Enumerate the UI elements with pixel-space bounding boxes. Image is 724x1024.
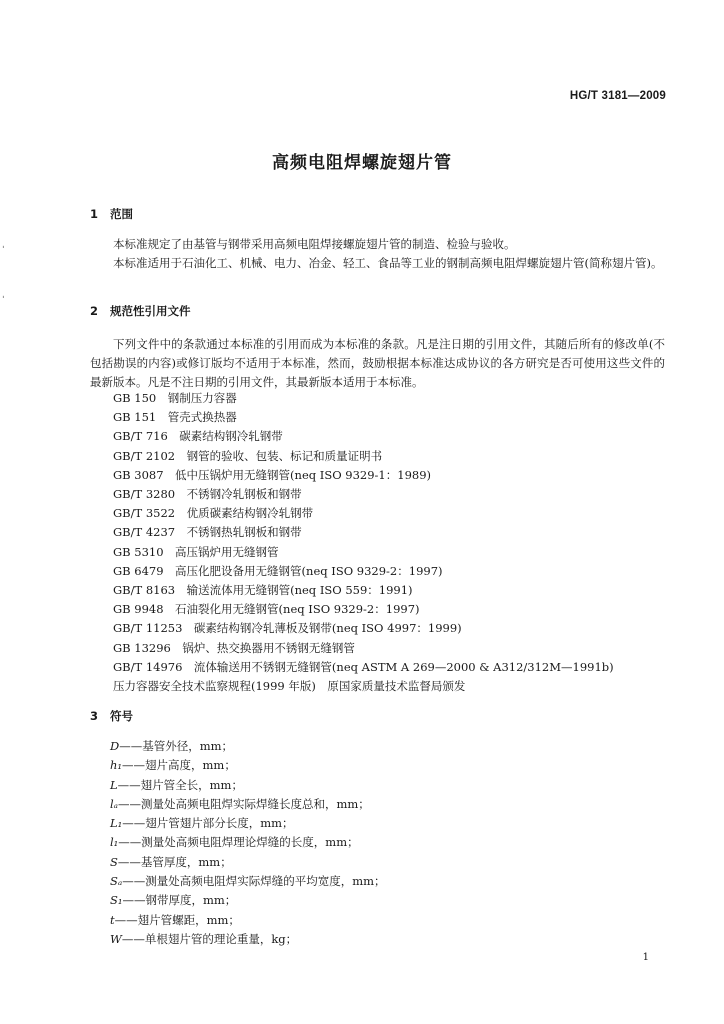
reference-item: GB/T 2102 钢管的验收、包装、标记和质量证明书 [113, 448, 383, 463]
reference-item: GB/T 716 碳素结构钢冷轧钢带 [113, 429, 283, 444]
reference-item: GB 3087 低中压锅炉用无缝钢管(neq ISO 9329-1：1989) [113, 467, 432, 482]
symbol-item [110, 891, 386, 910]
symbol-list [110, 737, 386, 949]
symbol-definition: ——测量处高频电阻焊理论焊缝的长度，mm； [118, 835, 359, 850]
section-title: 规范性引用文件 [110, 304, 191, 318]
section-2-intro [90, 335, 665, 392]
symbol-definition: ——翅片管翅片部分长度，mm； [122, 816, 294, 831]
symbol: t [110, 912, 115, 927]
document-title: 高频电阻焊螺旋翅片管 [272, 153, 452, 173]
symbol-item [110, 833, 386, 852]
reference-item: GB/T 3280 不锈钢冷轧钢板和钢带 [113, 487, 302, 502]
symbol: l₁ [110, 835, 119, 850]
symbol-definition: ——基管外径，mm； [119, 739, 234, 753]
section-number: 1 [90, 207, 99, 221]
section-1-body [90, 235, 665, 273]
reference-item: GB 151 管壳式换热器 [113, 410, 237, 425]
symbol: L [110, 777, 118, 792]
symbol-item [110, 814, 386, 833]
reference-item: GB 13296 锅炉、热交换器用不锈钢无缝钢管 [113, 640, 355, 655]
reference-item: GB/T 3522 优质碳素结构钢冷轧钢带 [113, 506, 314, 521]
symbol-definition: ——单根翅片管的理论重量，kg； [121, 931, 298, 946]
reference-item: GB 150 钢制压力容器 [113, 391, 237, 405]
symbol: D [110, 739, 120, 753]
symbol-item [110, 853, 386, 872]
page-number: 1 [642, 952, 649, 963]
reference-list [113, 389, 614, 696]
section-heading-1 [90, 206, 133, 222]
section-number: 3 [90, 709, 99, 723]
paragraph: 本标准适用于石油化工、机械、电力、冶金、轻工、食品等工业的钢制高频电阻焊螺旋翅片管(简称翅片管)。 [113, 256, 663, 270]
section-number: 2 [90, 304, 99, 318]
symbol: W [110, 931, 122, 946]
reference-item: GB/T 8163 输送流体用无缝钢管(neq ISO 559：1991) [113, 583, 413, 598]
reference-item: 压力容器安全技术监察规程(1999 年版) 原国家质量技术监督局颁发 [113, 679, 466, 694]
symbol-item [110, 776, 386, 795]
standard-code: HG/T 3181—2009 [569, 90, 666, 102]
symbol-definition: ——测量处高频电阻焊实际焊缝的平均宽度，mm； [122, 874, 386, 889]
reference-item: GB/T 4237 不锈钢热轧钢板和钢带 [113, 525, 302, 540]
symbol-item [110, 930, 386, 949]
paragraph: 下列文件中的条款通过本标准的引用而成为本标准的条款。凡是注日期的引用文件，其随后所有的修改单(不包括勘误的内容)或修订版均不适用于本标准，然而，鼓励根据本标准达成协议的各方研究是否可使用这些文件的最新版本。凡是不注日期的引用文件，其最新版本适用于本标准。 [90, 337, 665, 389]
reference-item: GB 5310 高压锅炉用无缝钢管 [113, 544, 279, 559]
symbol: L₁ [110, 816, 123, 831]
symbol-definition: ——翅片管全长，mm； [117, 777, 243, 792]
symbol-item [110, 756, 386, 775]
symbol: h₁ [110, 758, 123, 773]
symbol: S [110, 854, 118, 869]
symbol: lₐ [110, 796, 118, 811]
reference-item: GB 6479 高压化肥设备用无缝钢管(neq ISO 9329-2：1997) [113, 563, 443, 578]
reference-item: GB/T 11253 碳素结构钢冷轧薄板及钢带(neq ISO 4997：1999) [113, 621, 462, 636]
symbol-definition: ——翅片管螺距，mm； [114, 912, 240, 927]
symbol-definition: ——基管厚度，mm； [117, 854, 232, 869]
symbol-item [110, 737, 386, 756]
scan-mark: ˌ [2, 290, 5, 300]
symbol-item [110, 872, 386, 891]
symbol-item [110, 795, 386, 814]
reference-item: GB/T 14976 流体输送用不锈钢无缝钢管(neq ASTM A 269—2000 & A312/312M—1991b) [113, 659, 614, 674]
symbol: S₁ [110, 893, 123, 908]
symbol-definition: ——测量处高频电阻焊实际焊缝长度总和，mm； [118, 796, 370, 811]
symbol-item [110, 911, 386, 930]
section-title: 范围 [110, 207, 133, 221]
paragraph: 本标准规定了由基管与钢带采用高频电阻焊接螺旋翅片管的制造、检验与验收。 [113, 237, 516, 251]
section-heading-2 [90, 303, 191, 319]
symbol: Sₐ [110, 874, 123, 889]
section-title: 符号 [110, 709, 133, 723]
symbol-definition: ——钢带厚度，mm； [122, 893, 237, 908]
symbol-definition: ——翅片高度，mm； [122, 758, 236, 773]
section-heading-3 [90, 708, 133, 724]
scan-mark: ˌ [2, 240, 5, 250]
reference-item: GB 9948 石油裂化用无缝钢管(neq ISO 9329-2：1997) [113, 602, 420, 617]
